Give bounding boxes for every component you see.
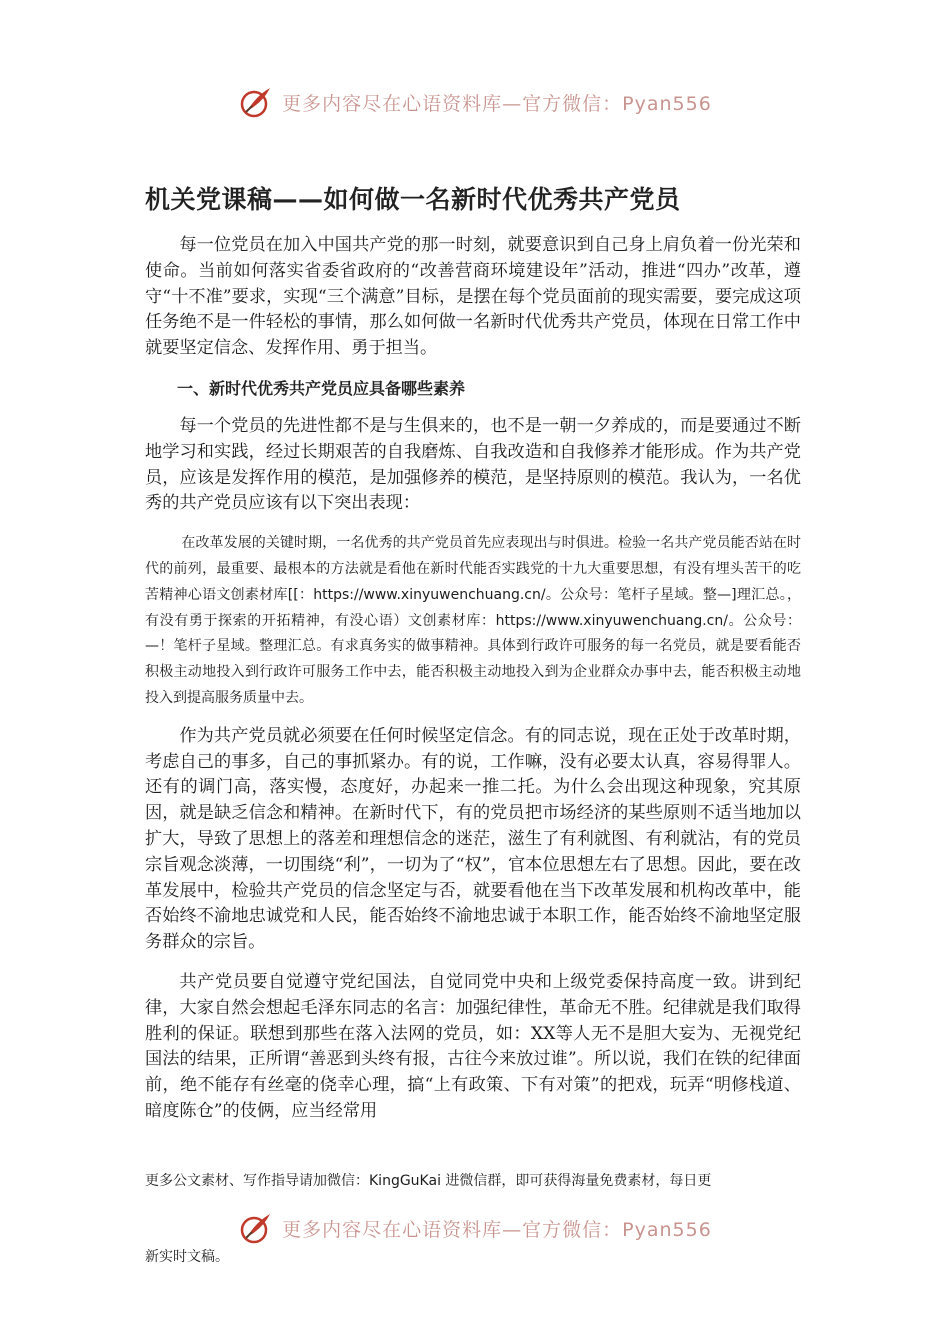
header-watermark (0, 82, 950, 122)
header-watermark-id: Pyan556 (622, 92, 712, 115)
footer-note: 更多公文素材、写作指导请加微信：KingGuKai 进微信群，即可获得海量免费素材，每日更 (145, 1173, 712, 1189)
footer-watermark-inner (238, 1210, 712, 1246)
header-watermark-inner (238, 84, 712, 120)
section-heading-1: 一、新时代优秀共产党员应具备哪些素养 (177, 378, 466, 398)
paragraph-intro: 每一位党员在加入中国共产党的那一时刻，就要意识到自己身上肩负着一份光荣和使命。当前如何落实省委省政府的“改善营商环境建设年”活动，推进“四办”改革，遵守“十不准”要求，实现“三个满意”目标，是摆在每个党员面前的现实需要，要完成这项任务绝不是一件轻松的事情，那么如何做一名新时代优秀共产党员，体现在日常工作中就要坚定信念、发挥作用、勇于担当。 (145, 235, 801, 359)
header-watermark-text: 更多内容尽在心语资料库—官方微信：Pyan556 (282, 92, 712, 115)
footer-watermark (0, 1208, 950, 1248)
page-title: 机关党课稿——如何做一名新时代优秀共产党员 (145, 185, 681, 214)
footer-tail: 新实时文稿。 (145, 1249, 229, 1265)
paragraph-discipline: 共产党员要自觉遵守党纪国法，自觉同党中央和上级党委保持高度一致。讲到纪律，大家自然会想起毛泽东同志的名言：加强纪律性，革命无不胜。纪律就是我们取得胜利的保证。联想到那些在落入法网的党员，如：XX等人无不是胆大妄为、无视党纪国法的结果，正所谓“善恶到头终有报，古往今来放过谁”。所以说，我们在铁的纪律面前，绝不能存有丝毫的侥幸心理，搞“上有政策、下有对策”的把戏，玩弄“明修栈道、暗度陈仓”的伎俩，应当经常用 (145, 971, 801, 1121)
paragraph-firm-belief: 作为共产党员就必须要在任何时候坚定信念。有的同志说，现在正处于改革时期，考虑自己的事多，自己的事抓紧办。有的说，工作嘛，没有必要太认真，容易得罪人。还有的调门高，落实慢，态度好，办起来一推二托。为什么会出现这种现象，究其原因，就是缺乏信念和精神。在新时代下，有的党员把市场经济的某些原则不适当地加以扩大，导致了思想上的落差和理想信念的迷茫，滋生了有利就图、有利就沾，有的党员宗旨观念淡薄，一切围绕“利”，一切为了“权”，官本位思想左右了思想。因此，要在改革发展中，检验共产党员的信念坚定与否，就要看他在当下改革发展和机构改革中，能否始终不渝地忠诚党和人民，能否始终不渝地忠诚于本职工作，能否始终不渝地坚定服务群众的宗旨。 (145, 725, 801, 953)
paragraph-qualities: 每一个党员的先进性都不是与生俱来的，也不是一朝一夕养成的，而是要通过不断地学习和实践，经过长期艰苦的自我磨炼、自我改造和自我修养才能形成。作为共产党员，应该是发挥作用的模范，是加强修养的模范，是坚持原则的模范。我认为，一名优秀的共产党员应该有以下突出表现： (145, 415, 801, 514)
paragraph-keep-pace: 在改革发展的关键时期，一名优秀的共产党员首先应表现出与时俱进。检验一名共产党员能否站在时代的前列，最重要、最根本的方法就是看他在新时代能否实践党的十九大重要思想，有没有埋头苦干的吃苦精神心语文创素材库[[：https://www.xinyuwenchuang.cn/。公众号：笔杆子星域。整—]理汇总。，有没有勇于探索的开拓精神，有没心语）文创素材库：https://www.xinyuwenchuang.cn/。公众号：—！笔杆子星域。整理汇总。有求真务实的做事精神。具体到行政许可服务的每一名党员，就是要看能否积极主动地投入到行政许可服务工作中去，能否积极主动地投入到为企业群众办事中去，能否积极主动地投入到提高服务质量中去。 (145, 535, 801, 706)
footer-watermark-id: Pyan556 (622, 1218, 712, 1241)
quill-logo-icon (238, 84, 274, 120)
quill-logo-icon (238, 1210, 274, 1246)
document-body (145, 233, 801, 1139)
footer-watermark-text: 更多内容尽在心语资料库—官方微信：Pyan556 (282, 1218, 712, 1241)
